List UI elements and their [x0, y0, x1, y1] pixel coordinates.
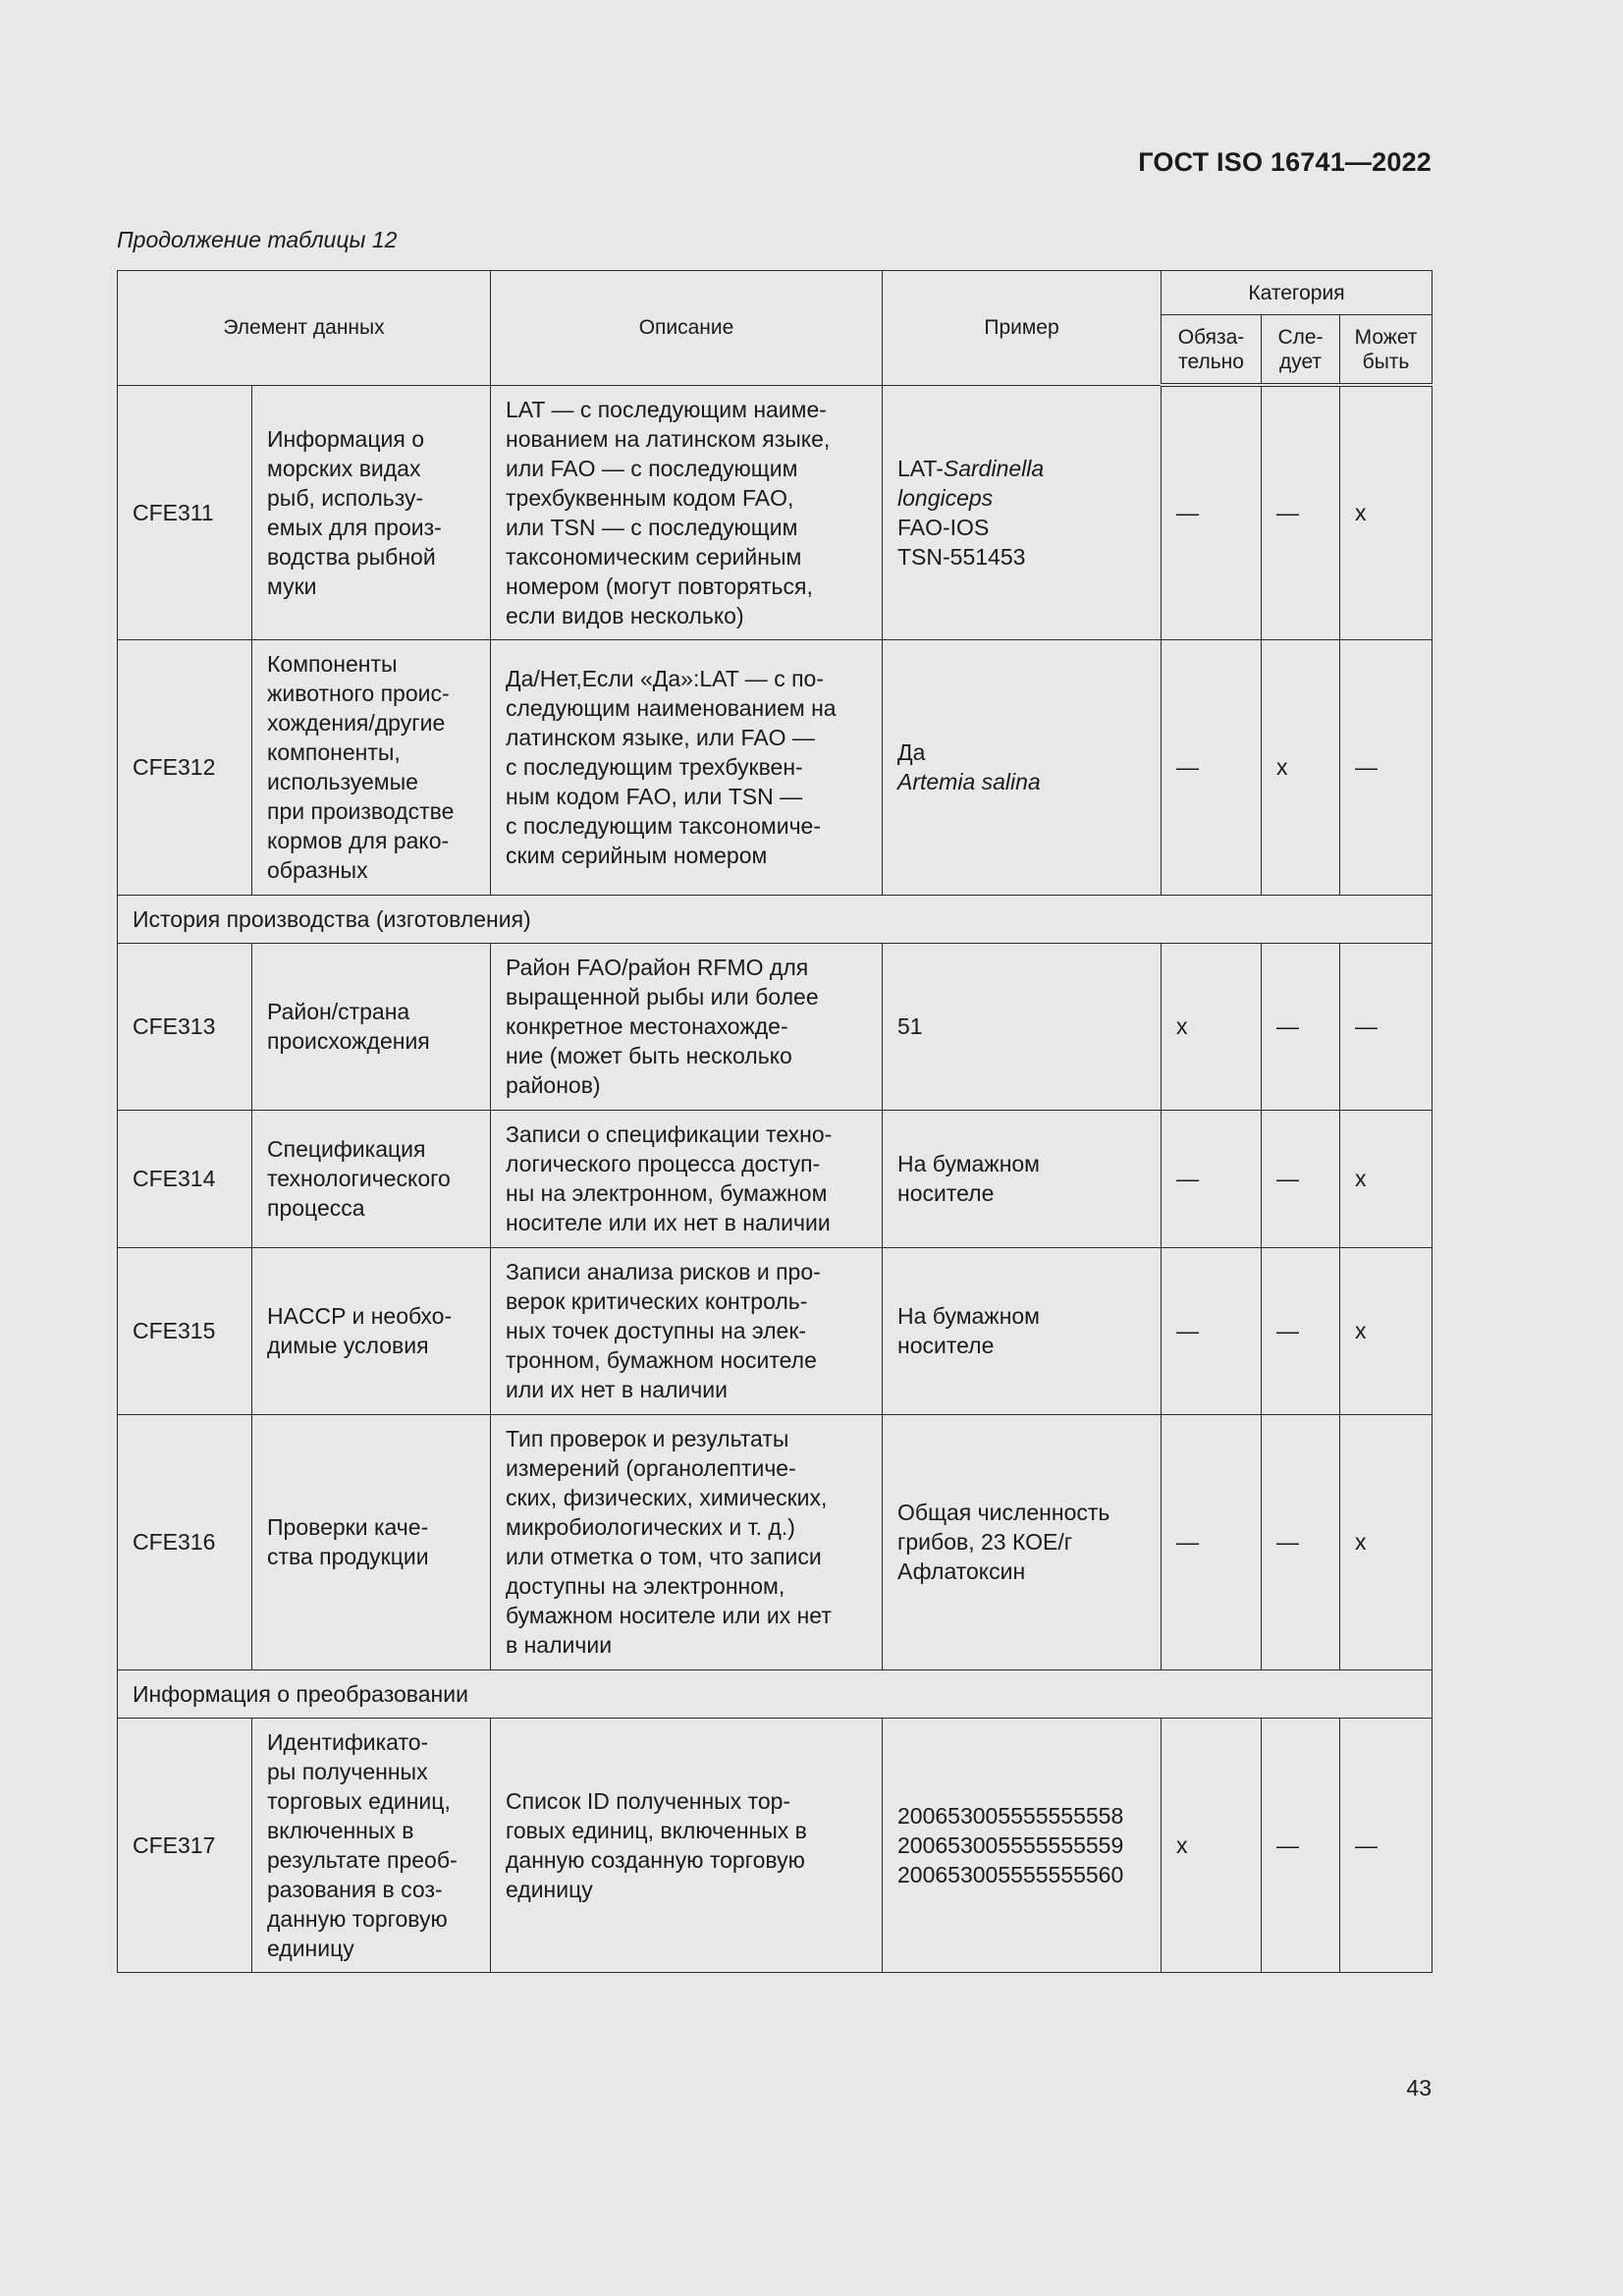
element-code: CFE314 [118, 1110, 252, 1247]
element-description: Записи анализа рисков и про- верок критических контроль- ных точек доступны на элек- тронном, бумажном носителе или их нет в наличии [491, 1247, 883, 1414]
element-code: CFE313 [118, 943, 252, 1110]
header-description: Описание [491, 271, 883, 386]
section-row [118, 895, 1433, 943]
category-should-mark: — [1262, 943, 1340, 1110]
category-required-mark: x [1162, 943, 1262, 1110]
header-category: Категория [1162, 271, 1433, 315]
category-may-mark: — [1340, 943, 1433, 1110]
category-may-mark: x [1340, 1414, 1433, 1669]
table-row [118, 639, 1433, 895]
category-required-mark: — [1162, 385, 1262, 639]
standard-code: ГОСТ ISO 16741—2022 [1138, 147, 1432, 177]
table-row [118, 1110, 1433, 1247]
category-should-mark: — [1262, 1414, 1340, 1669]
element-name: Спецификация технологического процесса [252, 1110, 491, 1247]
element-description: Список ID полученных тор- говых единиц, включенных в данную созданную торговую единицу [491, 1718, 883, 1972]
table-row [118, 1414, 1433, 1669]
element-description: Тип проверок и результаты измерений (органолептиче- ских, физических, химических, микробиологических и т. д.) или отметка о том, что записи доступны на электронном, бумажном носителе или их нет в наличии [491, 1414, 883, 1669]
element-example: 51 [883, 943, 1162, 1110]
element-code: CFE317 [118, 1718, 252, 1972]
element-code: CFE315 [118, 1247, 252, 1414]
element-code: CFE316 [118, 1414, 252, 1669]
element-example: На бумажном носителе [883, 1247, 1162, 1414]
element-name: Информация о морских видах рыб, использу- емых для произ- водства рыбной муки [252, 385, 491, 639]
element-description: LAT — с последующим наиме- нованием на латинском языке, или FAO — с последующим трехбуквенным кодом FAO, или TSN — с последующим таксономическим серийным номером (могут повторяться, если видов несколько) [491, 385, 883, 639]
category-required-mark: — [1162, 1110, 1262, 1247]
element-code: CFE312 [118, 639, 252, 895]
element-description: Да/Нет,Если «Да»:LAT — с по- следующим наименованием на латинском языке, или FAO — с последующим трехбуквен- ным кодом FAO, или TSN — с последующим таксономиче- ским серийным номером [491, 639, 883, 895]
element-example: 200653005555555558 200653005555555559 200653005555555560 [883, 1718, 1162, 1972]
data-elements-table [117, 270, 1433, 1973]
category-may-mark: — [1340, 639, 1433, 895]
element-example: Да Artemia salina [883, 639, 1162, 895]
section-row [118, 1669, 1433, 1718]
element-description: Записи о спецификации техно- логического процесса доступ- ны на электронном, бумажном носителе или их нет в наличии [491, 1110, 883, 1247]
table-body [118, 385, 1433, 1972]
page-number: 43 [1406, 2075, 1432, 2101]
element-name: Проверки каче- ства продукции [252, 1414, 491, 1669]
section-title: Информация о преобразовании [118, 1669, 1433, 1718]
header-example: Пример [883, 271, 1162, 386]
category-required-mark: — [1162, 639, 1262, 895]
table-row [118, 385, 1433, 639]
header-should: Сле- дует [1262, 315, 1340, 386]
table-row [118, 943, 1433, 1110]
table-row [118, 1718, 1433, 1972]
category-should-mark: — [1262, 1247, 1340, 1414]
section-title: История производства (изготовления) [118, 895, 1433, 943]
element-name: Идентификато- ры полученных торговых единиц, включенных в результате преоб- разования в соз- данную торговую единицу [252, 1718, 491, 1972]
element-example: LAT-Sardinella longiceps FAO-IOS TSN-551453 [883, 385, 1162, 639]
category-should-mark: — [1262, 1718, 1340, 1972]
category-required-mark: — [1162, 1414, 1262, 1669]
header-may: Может быть [1340, 315, 1433, 386]
category-may-mark: x [1340, 1247, 1433, 1414]
element-description: Район FAO/район RFMO для выращенной рыбы или более конкретное местонахожде- ние (может быть несколько районов) [491, 943, 883, 1110]
element-name: HACCP и необхо- димые условия [252, 1247, 491, 1414]
category-may-mark: — [1340, 1718, 1433, 1972]
category-may-mark: x [1340, 1110, 1433, 1247]
table-caption: Продолжение таблицы 12 [117, 227, 398, 252]
category-should-mark: — [1262, 1110, 1340, 1247]
element-name: Компоненты животного проис- хождения/другие компоненты, используемые при производстве кормов для рако- образных [252, 639, 491, 895]
element-example: На бумажном носителе [883, 1110, 1162, 1247]
element-name: Район/страна происхождения [252, 943, 491, 1110]
element-example: Общая численность грибов, 23 КОЕ/г Афлатоксин [883, 1414, 1162, 1669]
category-required-mark: x [1162, 1718, 1262, 1972]
category-should-mark: — [1262, 385, 1340, 639]
element-code: CFE311 [118, 385, 252, 639]
table-row [118, 1247, 1433, 1414]
category-should-mark: x [1262, 639, 1340, 895]
category-may-mark: x [1340, 385, 1433, 639]
header-required: Обяза- тельно [1162, 315, 1262, 386]
category-required-mark: — [1162, 1247, 1262, 1414]
header-data-element: Элемент данных [118, 271, 491, 386]
